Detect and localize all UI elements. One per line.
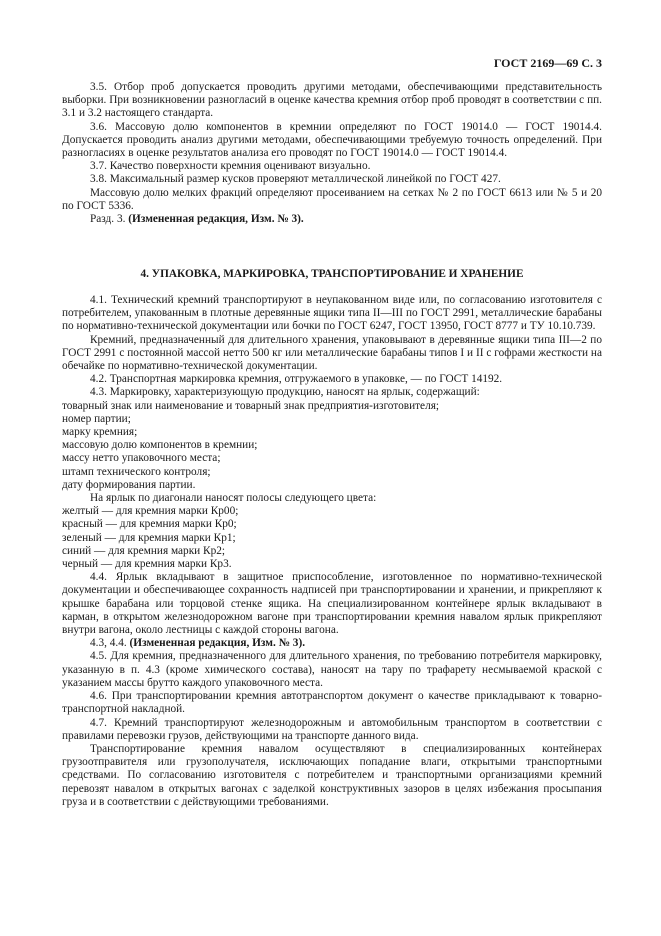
label-item: дату формирования партии. [62,478,196,491]
revision-note-section-3 [62,213,602,226]
section-4-title: 4. УПАКОВКА, МАРКИРОВКА, ТРАНСПОРТИРОВАНИЕ И ХРАНЕНИЕ [140,268,524,280]
revision-note-bold: (Измененная редакция, Изм. № 3). [129,637,306,650]
paragraph-4-4: 4.4. Ярлык вкладывают в защитное приспособление, изготовленное по нормативно-технической документации и обеспечивающее сохранность надписей при транспортировании и хранении, и прикрепляют к крышке барабана или торцовой стенке ящика. На специализированном контейнере ярлык вкладывают в карман, в открытом железнодорожном вагоне при транспортировании кремния навалом ярлык прикрепляют внутри вагона, около лестницы с каждой стороны вагона. [62,571,602,637]
paragraph-3-5: 3.5. Отбор проб допускается проводить другими методами, обеспечивающими представительность выборки. При возникновении разногласий в оценке качества кремния отбор проб проводят в соответствии с пп. 3.1 и 3.2 настоящего стандарта. [62,81,602,120]
revision-note-4-3-4-4 [62,637,602,650]
paragraph-4-2: 4.2. Транспортная маркировка кремния, отгружаемого в упаковке, — по ГОСТ 14192. [90,373,503,386]
revision-note-bold: (Измененная редакция, Изм. № 3). [128,213,304,226]
revision-note-prefix: 4.3, 4.4. [90,637,127,650]
stripe-item: черный — для кремния марки Кр3. [62,558,232,571]
page-header: ГОСТ 2169—69 С. 3 [493,56,602,70]
paragraph-3-6: 3.6. Массовую долю компонентов в кремнии определяют по ГОСТ 19014.0 — ГОСТ 19014.4. Допускается проводить анализ другими методами, обеспечивающими требуемую точность определений. При разногласиях в оценке результатов анализа его проводят по ГОСТ 19014.0 — ГОСТ 19014.4. [62,120,602,160]
stripes-intro: На ярлык по диагонали наносят полосы следующего цвета: [90,492,377,505]
revision-note-prefix: Разд. 3. [90,213,126,226]
label-item: номер партии; [62,412,131,425]
paragraph-4-6: 4.6. При транспортировании кремния автотранспортом документ о качестве прикладывают к товарно-транспортной накладной. [62,690,602,716]
section-4-body [62,294,602,809]
paragraph-4-7: 4.7. Кремний транспортируют железнодорожным и автомобильным транспортом в соответствии с правилами перевозки грузов, действующими на транспорте данного вида. [62,716,602,742]
paragraph-4-3: 4.3. Маркировку, характеризующую продукцию, наносят на ярлык, содержащий: [90,386,480,399]
paragraph-fractions: Массовую долю мелких фракций определяют просеиванием на сетках № 2 по ГОСТ 6613 или № 5 и 20 по ГОСТ 5336. [62,186,602,212]
label-item: товарный знак или наименование и товарный знак предприятия-изготовителя; [62,399,440,412]
paragraph-3-7: 3.7. Качество поверхности кремния оценивают визуально. [90,160,371,173]
section-3-continuation [62,81,602,226]
label-item: массу нетто упаковочного места; [62,452,221,465]
stripe-item: зеленый — для кремния марки Кр1; [62,531,236,544]
stripe-item: красный — для кремния марки Кр0; [62,518,237,531]
label-item: штамп технического контроля; [62,465,211,478]
paragraph-4-5: 4.5. Для кремния, предназначенного для длительного хранения, по требованию потребителя маркировку, указанную в п. 4.3 (кроме химического состава), наносят на тару по трафарету несмываемой краской с указанием массы брутто каждого упаковочного места. [62,650,602,689]
paragraph-3-8: 3.8. Максимальный размер кусков проверяют металлической линейкой по ГОСТ 427. [90,173,501,186]
label-item: марку кремния; [62,426,138,439]
stripe-item: желтый — для кремния марки Кр00; [62,505,239,518]
stripe-item: синий — для кремния марки Кр2; [62,544,226,557]
label-item: массовую долю компонентов в кремнии; [62,439,258,452]
paragraph-4-1: 4.1. Технический кремний транспортируют в неупакованном виде или, по согласованию изготовителя с потребителем, упакованным в плотные деревянные ящики типа II—III по ГОСТ 2991, металлические барабаны по нормативно-технической документации или бочки по ГОСТ 6247, ГОСТ 13950, ГОСТ 8777 и ТУ 10.10.739. [62,294,602,333]
paragraph-4-7-bulk: Транспортирование кремния навалом осуществляют в специализированных контейнерах грузоотправителя или грузополучателя, исключающих попадание влаги, открытыми транспортными средствами. По согласованию изготовителя с потребителем и транспортными организациями кремний перевозят навалом в открытых вагонах с заделкой конструктивных зазоров в целях избежания просыпания груза и в соответствии с действующими требованиями. [62,742,602,808]
paragraph-4-1-storage: Кремний, предназначенный для длительного хранения, упаковывают в деревянные ящики типа III—2 по ГОСТ 2991 с постоянной массой нетто 500 кг или металлические барабаны типов I и II с гофрами жесткости на обечайке по нормативно-технической документации. [62,333,602,373]
